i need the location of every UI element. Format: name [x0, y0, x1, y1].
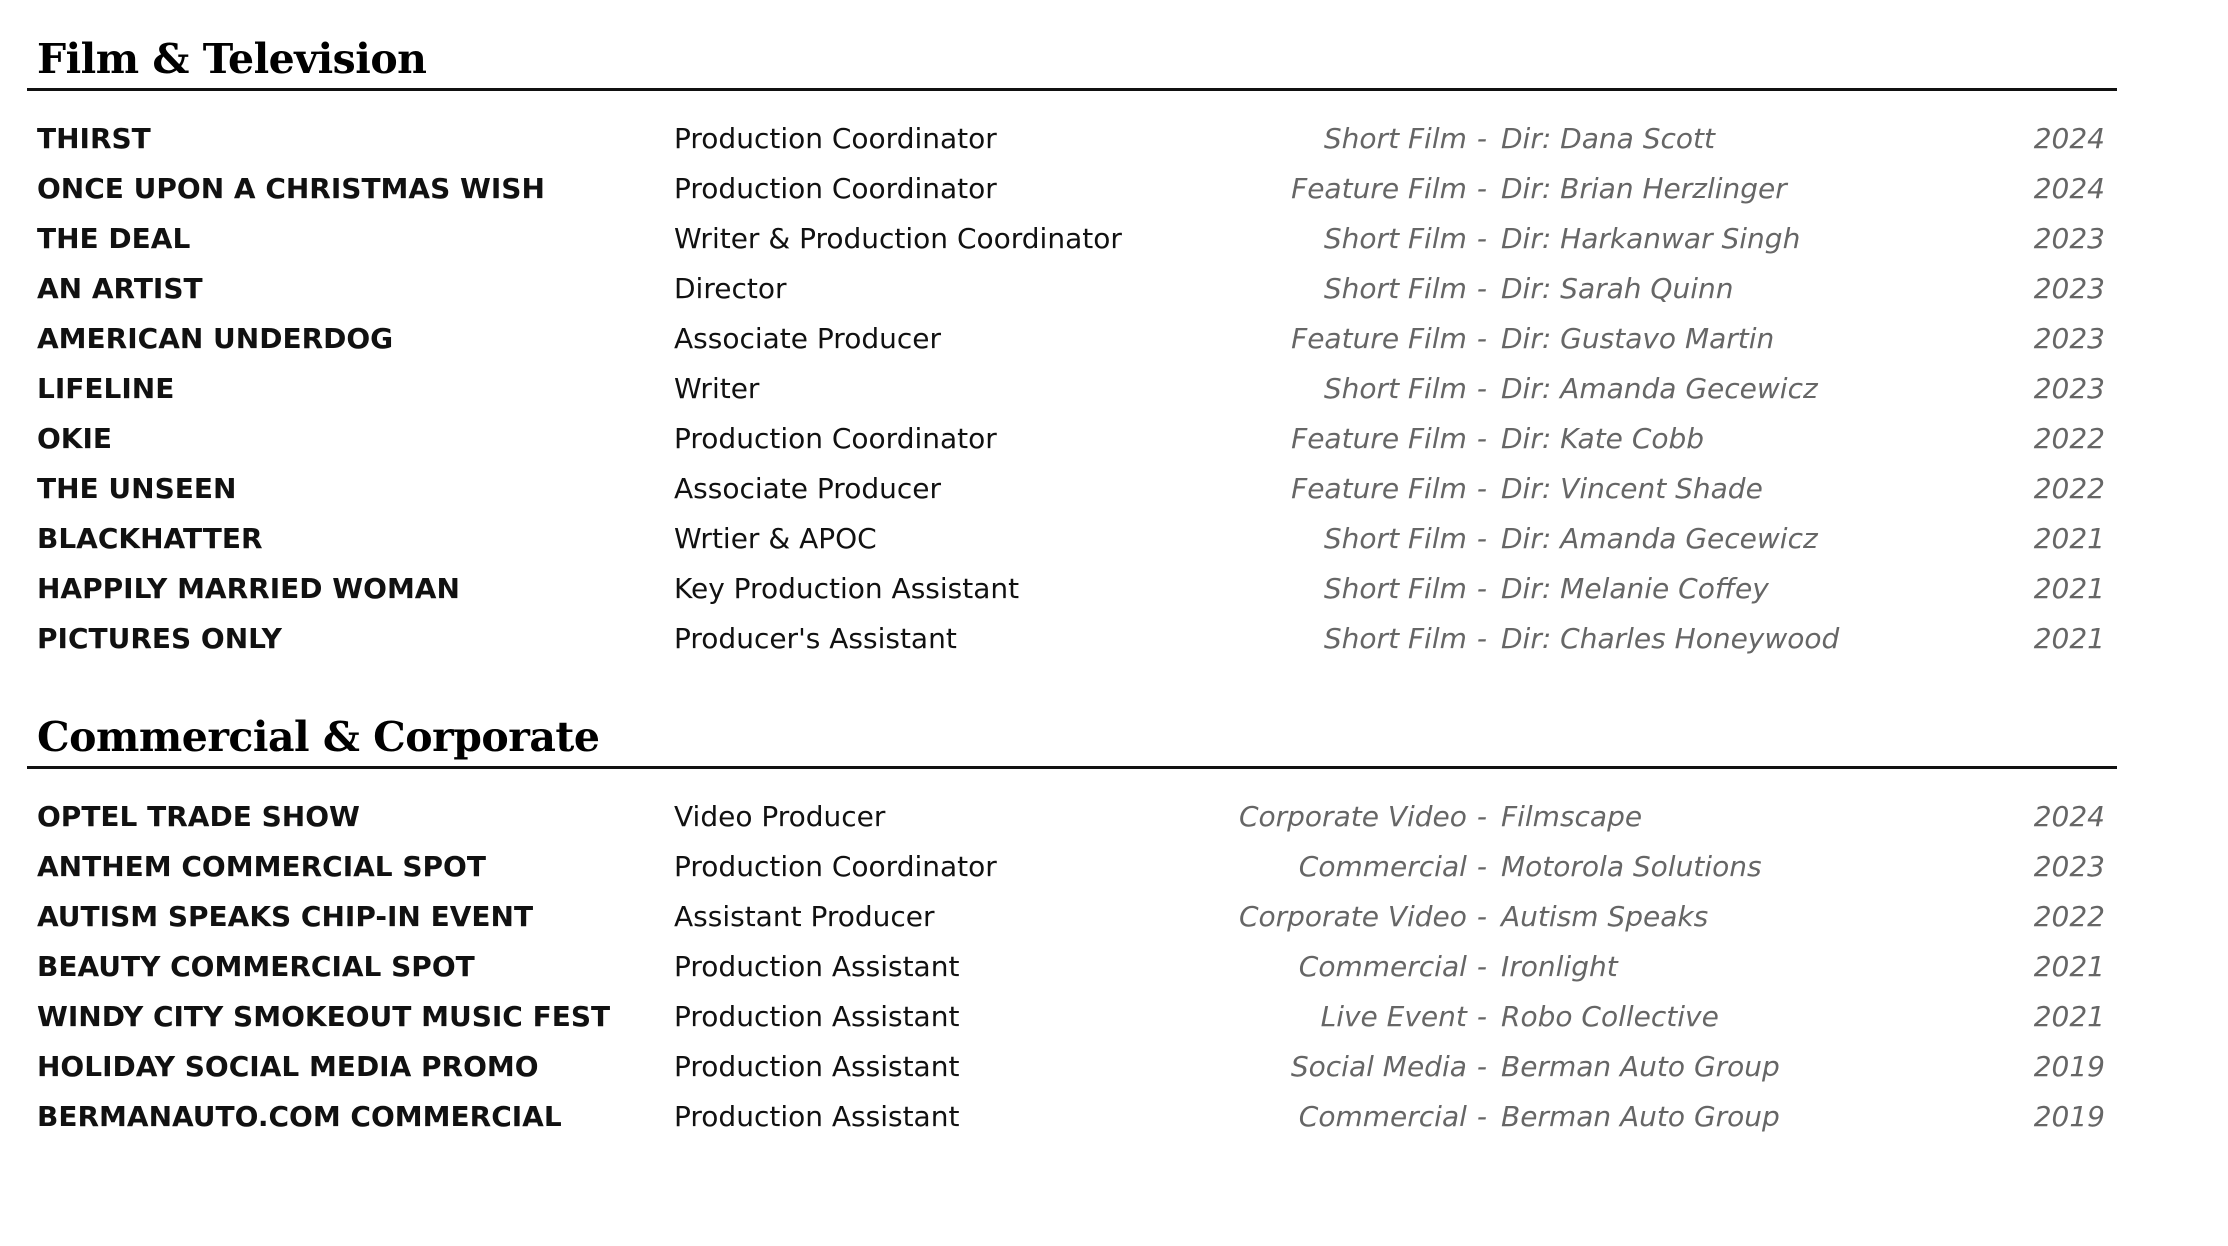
credit-director: Dir: Vincent Shade — [1501, 472, 1763, 505]
credit-title: OKIE — [37, 422, 113, 455]
credit-type-label: Feature Film — [1291, 422, 1467, 455]
credit-client: Berman Auto Group — [1501, 1100, 1780, 1133]
credit-role: Wrtier & APOC — [674, 522, 877, 555]
credit-type-label: Short Film — [1323, 372, 1467, 405]
section-film-television — [27, 30, 2117, 664]
credit-role: Production Coordinator — [674, 172, 997, 205]
credit-year: 2024 — [2033, 800, 2105, 833]
credit-role: Production Assistant — [674, 1050, 960, 1083]
credit-title: HAPPILY MARRIED WOMAN — [37, 572, 460, 605]
credit-role: Production Coordinator — [674, 422, 997, 455]
credit-separator: - — [1476, 1000, 1487, 1033]
credit-director: Dir: Kate Cobb — [1501, 422, 1705, 455]
credit-title: AUTISM SPEAKS CHIP-IN EVENT — [37, 900, 534, 933]
credit-year: 2024 — [2033, 122, 2105, 155]
credit-separator: - — [1476, 950, 1487, 983]
credit-row — [27, 364, 2117, 414]
credit-year: 2019 — [2033, 1100, 2105, 1133]
credit-row — [27, 892, 2117, 942]
credit-director: Dir: Amanda Gecewicz — [1501, 372, 1818, 405]
credit-role: Writer — [674, 372, 760, 405]
credit-row — [27, 164, 2117, 214]
credit-type-label: Short Film — [1323, 122, 1467, 155]
credit-role: Production Assistant — [674, 1100, 960, 1133]
credit-separator: - — [1476, 622, 1487, 655]
credit-type — [1291, 414, 1487, 464]
credit-year: 2021 — [2033, 572, 2105, 605]
credit-director: Dir: Gustavo Martin — [1501, 322, 1775, 355]
credit-row — [27, 264, 2117, 314]
credit-type — [1299, 942, 1487, 992]
credit-type — [1324, 564, 1487, 614]
credit-type — [1324, 614, 1487, 664]
credit-type-label: Short Film — [1323, 522, 1467, 555]
credit-role: Production Coordinator — [674, 850, 997, 883]
credit-director: Dir: Brian Herzlinger — [1501, 172, 1787, 205]
credit-row — [27, 414, 2117, 464]
credit-client: Filmscape — [1501, 800, 1643, 833]
credit-year: 2022 — [2033, 422, 2105, 455]
section-heading: Commercial & Corporate — [37, 713, 600, 761]
credit-director: Dir: Dana Scott — [1501, 122, 1715, 155]
credit-type-label: Feature Film — [1291, 172, 1467, 205]
credit-separator: - — [1476, 1050, 1487, 1083]
credit-type — [1324, 264, 1487, 314]
credit-year: 2022 — [2033, 472, 2105, 505]
credit-year: 2021 — [2033, 1000, 2105, 1033]
credit-row — [27, 564, 2117, 614]
credit-title: LIFELINE — [37, 372, 175, 405]
credit-title: BEAUTY COMMERCIAL SPOT — [37, 950, 475, 983]
credit-separator: - — [1476, 900, 1487, 933]
credit-type-label: Corporate Video — [1238, 800, 1467, 833]
credit-type — [1291, 464, 1487, 514]
credit-row — [27, 792, 2117, 842]
credit-separator: - — [1476, 800, 1487, 833]
credit-type — [1324, 114, 1487, 164]
credit-row — [27, 992, 2117, 1042]
credit-title: PICTURES ONLY — [37, 622, 282, 655]
credit-title: BERMANAUTO.COM COMMERCIAL — [37, 1100, 562, 1133]
credit-director: Dir: Charles Honeywood — [1501, 622, 1840, 655]
credit-client: Robo Collective — [1501, 1000, 1719, 1033]
section-commercial-corporate — [27, 708, 2117, 1142]
credit-row — [27, 1092, 2117, 1142]
credit-row — [27, 1042, 2117, 1092]
credit-separator: - — [1476, 372, 1487, 405]
credit-title: THE DEAL — [37, 222, 191, 255]
credit-year: 2021 — [2033, 522, 2105, 555]
credit-type — [1324, 514, 1487, 564]
credit-role: Key Production Assistant — [674, 572, 1020, 605]
credit-type-label: Short Film — [1323, 572, 1467, 605]
credit-year: 2023 — [2033, 372, 2105, 405]
credit-type-label: Commercial — [1298, 950, 1467, 983]
section-heading: Film & Television — [37, 35, 427, 83]
credit-type-label: Feature Film — [1291, 472, 1467, 505]
credit-year: 2022 — [2033, 900, 2105, 933]
credit-role: Associate Producer — [674, 472, 941, 505]
credit-row — [27, 214, 2117, 264]
credit-type-label: Corporate Video — [1238, 900, 1467, 933]
credit-row — [27, 942, 2117, 992]
credit-separator: - — [1476, 322, 1487, 355]
credit-title: OPTEL TRADE SHOW — [37, 800, 360, 833]
credit-row — [27, 842, 2117, 892]
credit-type — [1239, 792, 1487, 842]
credit-title: ONCE UPON A CHRISTMAS WISH — [37, 172, 545, 205]
credit-type-label: Feature Film — [1291, 322, 1467, 355]
section-divider — [27, 88, 2117, 91]
credit-title: BLACKHATTER — [37, 522, 263, 555]
credit-type — [1321, 992, 1487, 1042]
credit-type — [1239, 892, 1487, 942]
credit-year: 2021 — [2033, 950, 2105, 983]
credit-role: Writer & Production Coordinator — [674, 222, 1122, 255]
credit-director: Dir: Sarah Quinn — [1501, 272, 1734, 305]
credit-client: Autism Speaks — [1501, 900, 1709, 933]
credit-type — [1291, 314, 1487, 364]
credit-year: 2019 — [2033, 1050, 2105, 1083]
credit-row — [27, 514, 2117, 564]
credit-type — [1324, 364, 1487, 414]
credit-title: HOLIDAY SOCIAL MEDIA PROMO — [37, 1050, 539, 1083]
credit-client: Motorola Solutions — [1501, 850, 1762, 883]
credit-year: 2023 — [2033, 222, 2105, 255]
credit-title: THIRST — [37, 122, 151, 155]
credit-separator: - — [1476, 422, 1487, 455]
credit-row — [27, 114, 2117, 164]
credit-separator: - — [1476, 272, 1487, 305]
credit-year: 2021 — [2033, 622, 2105, 655]
credit-row — [27, 314, 2117, 364]
credit-separator: - — [1476, 472, 1487, 505]
credit-title: AN ARTIST — [37, 272, 203, 305]
section-divider — [27, 766, 2117, 769]
credit-separator: - — [1476, 522, 1487, 555]
credit-type — [1299, 842, 1487, 892]
credit-title: AMERICAN UNDERDOG — [37, 322, 394, 355]
credit-row — [27, 614, 2117, 664]
credit-role: Production Coordinator — [674, 122, 997, 155]
credit-title: THE UNSEEN — [37, 472, 237, 505]
credit-separator: - — [1476, 1100, 1487, 1133]
credit-separator: - — [1476, 122, 1487, 155]
credit-role: Production Assistant — [674, 950, 960, 983]
credit-row — [27, 464, 2117, 514]
credit-role: Associate Producer — [674, 322, 941, 355]
credit-client: Berman Auto Group — [1501, 1050, 1780, 1083]
credit-type-label: Short Film — [1323, 222, 1467, 255]
credit-title: WINDY CITY SMOKEOUT MUSIC FEST — [37, 1000, 611, 1033]
credit-role: Production Assistant — [674, 1000, 960, 1033]
credit-year: 2023 — [2033, 850, 2105, 883]
credit-title: ANTHEM COMMERCIAL SPOT — [37, 850, 486, 883]
credit-director: Dir: Melanie Coffey — [1501, 572, 1769, 605]
credit-role: Producer's Assistant — [674, 622, 957, 655]
credit-type-label: Short Film — [1323, 622, 1467, 655]
credit-type — [1291, 164, 1487, 214]
credit-year: 2024 — [2033, 172, 2105, 205]
credit-role: Director — [674, 272, 787, 305]
credit-separator: - — [1476, 172, 1487, 205]
credit-type — [1299, 1092, 1487, 1142]
credit-director: Dir: Amanda Gecewicz — [1501, 522, 1818, 555]
credit-type-label: Short Film — [1323, 272, 1467, 305]
credit-separator: - — [1476, 850, 1487, 883]
credit-year: 2023 — [2033, 272, 2105, 305]
credit-year: 2023 — [2033, 322, 2105, 355]
credit-role: Video Producer — [674, 800, 886, 833]
credit-separator: - — [1476, 222, 1487, 255]
credit-type-label: Commercial — [1298, 1100, 1467, 1133]
credits-list — [27, 114, 2117, 664]
credit-type-label: Social Media — [1290, 1050, 1467, 1083]
credit-separator: - — [1476, 572, 1487, 605]
credit-type-label: Live Event — [1320, 1000, 1467, 1033]
credit-type — [1291, 1042, 1487, 1092]
credits-list — [27, 792, 2117, 1142]
credit-type-label: Commercial — [1298, 850, 1467, 883]
credit-director: Dir: Harkanwar Singh — [1501, 222, 1801, 255]
credit-client: Ironlight — [1501, 950, 1618, 983]
credit-role: Assistant Producer — [674, 900, 935, 933]
credit-type — [1324, 214, 1487, 264]
